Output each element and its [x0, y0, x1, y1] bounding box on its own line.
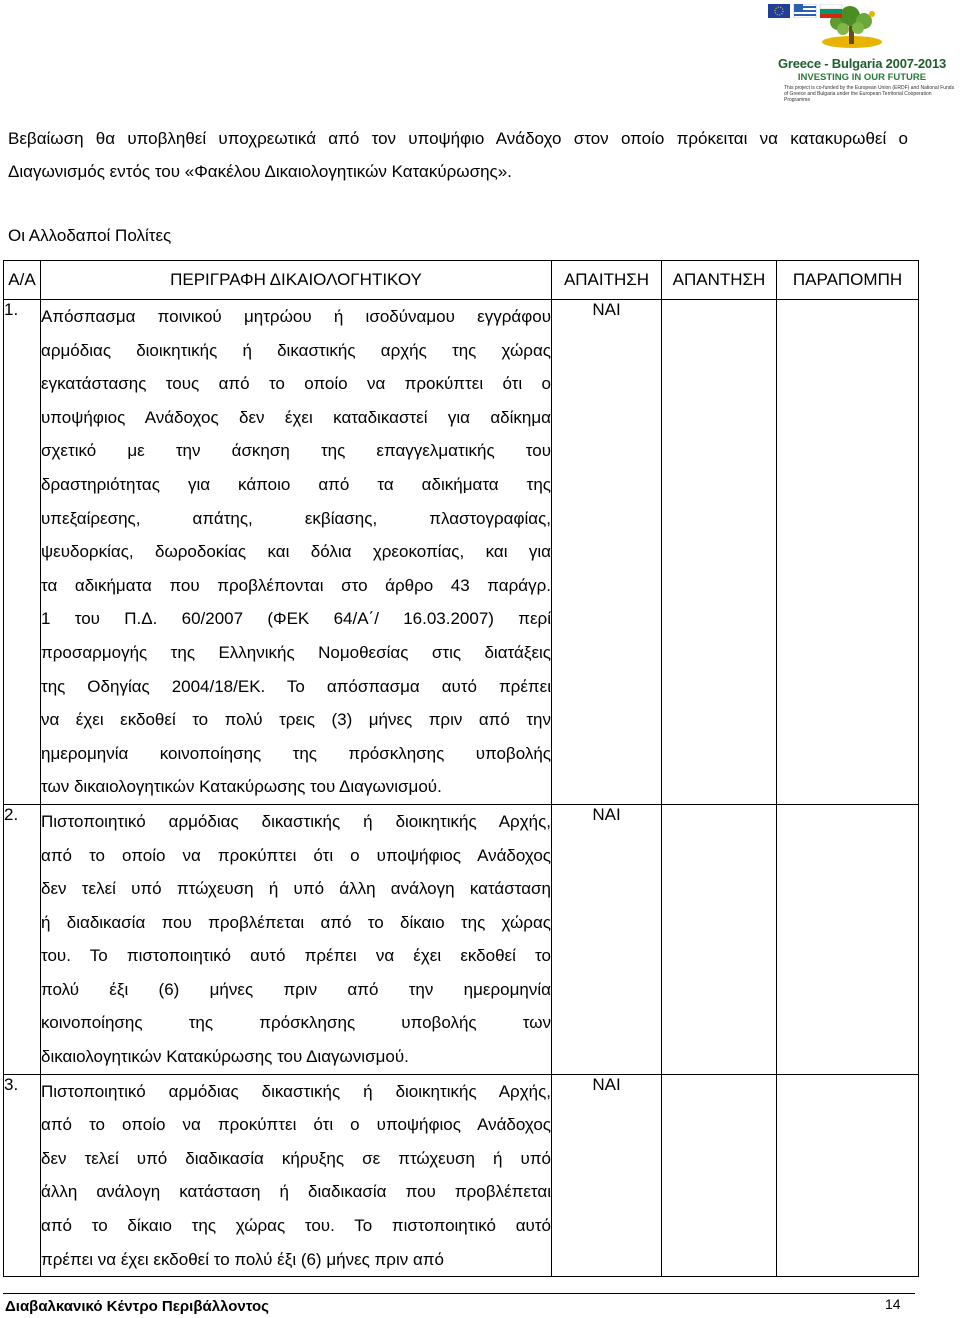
description-line: από το δίκαιο της χώρας του. Το πιστοποιητικό αυτό: [41, 1216, 551, 1236]
logo-funding-note: This project is co-funded by the European Union (ERDF) and National Funds of Greece and Bulgaria under the European Territorial Cooperation Programme: [784, 85, 955, 103]
description-line: σχετικό με την άσκηση της επαγγελματικής του: [41, 441, 551, 461]
row-answer: [662, 804, 777, 1074]
table-header-row: [4, 261, 919, 300]
row-description: [41, 300, 552, 805]
description-line: Πιστοποιητικό αρμόδιας δικαστικής ή διοικητικής Αρχής,: [41, 1081, 551, 1101]
row-number: 1.: [4, 300, 41, 805]
description-line: από το οποίο να προκύπτει ότι ο υποψήφιος Ανάδοχος: [41, 845, 551, 865]
footer-organization: Διαβαλκανικό Κέντρο Περιβάλλοντος: [5, 1298, 269, 1315]
row-reference: [777, 300, 919, 805]
description-line: υποψήφιος Ανάδοχος δεν έχει καταδικαστεί για αδίκημα: [41, 407, 551, 427]
description-line: τα αδικήματα που προβλέπονται στο άρθρο 43 παράγρ.: [41, 575, 551, 595]
description-line: δεν τελεί υπό πτώχευση ή υπό άλλη ανάλογη κατάσταση: [41, 879, 551, 899]
description-line: ή διαδικασία που προβλέπεται από το δίκαιο της χώρας: [41, 912, 551, 932]
description-line: δικαιολογητικών Κατακύρωσης του Διαγωνισμού.: [41, 1047, 409, 1067]
row-description: [41, 804, 552, 1074]
row-number: 3.: [4, 1074, 41, 1277]
logo-tagline: INVESTING IN OUR FUTURE: [797, 72, 927, 83]
description-line: προσαρμογής της Ελληνικής Νομοθεσίας στις διατάξεις: [41, 642, 551, 662]
description-line: της Οδηγίας 2004/18/ΕΚ. Το απόσπασμα αυτό πρέπει: [41, 676, 551, 696]
row-description: [41, 1074, 552, 1277]
description-line: αρμόδιας διοικητικής ή δικαστικής αρχής της χώρας: [41, 340, 551, 360]
description-line: δραστηριότητας για κάποιο από τα αδικήματα της: [41, 474, 551, 494]
row-requirement: ΝΑΙ: [552, 300, 662, 805]
intro-paragraph: Βεβαίωση θα υποβληθεί υποχρεωτικά από τον υποψήφιο Ανάδοχο στον οποίο πρόκειται να κατακυρωθεί ο Διαγωνισμός εντός του «Φακέλου Δικαιολογητικών Κατακύρωσης».: [8, 129, 908, 181]
description-line: του. Το πιστοποιητικό αυτό πρέπει να έχει εκδοθεί το: [41, 946, 551, 966]
description-line: Απόσπασμα ποινικού μητρώου ή ισοδύναμου εγγράφου: [41, 307, 551, 326]
row-answer: [662, 1074, 777, 1277]
description-line: δεν τελεί υπό διαδικασία κήρυξης σε πτώχευση ή υπό: [41, 1148, 551, 1168]
row-answer: [662, 300, 777, 805]
row-requirement: ΝΑΙ: [552, 1074, 662, 1277]
table-row: [4, 1074, 919, 1277]
row-number: 2.: [4, 804, 41, 1074]
page-number: 14: [885, 1296, 901, 1312]
description-line: κοινοποίησης της πρόσκλησης υποβολής των: [41, 1013, 551, 1033]
description-line: να έχει εκδοθεί το πολύ τρεις (3) μήνες πριν από την: [41, 710, 551, 730]
description-line: πολύ έξι (6) μήνες πριν από την ημερομηνία: [41, 979, 551, 999]
description-line: πρέπει να έχει εκδοθεί το πολύ έξι (6) μήνες πριν από: [41, 1249, 444, 1269]
description-line: ψευδορκίας, δωροδοκίας και δόλια χρεοκοπίας, και για: [41, 542, 551, 562]
description-line: των δικαιολογητικών Κατακύρωσης του Διαγωνισμού.: [41, 777, 442, 797]
row-requirement: ΝΑΙ: [552, 804, 662, 1074]
description-line: ημερομηνία κοινοποίησης της πρόσκλησης υποβολής: [41, 743, 551, 763]
header-requirement: ΑΠΑΙΤΗΣΗ: [552, 261, 662, 300]
description-line: 1 του Π.Δ. 60/2007 (ΦΕΚ 64/Α΄/ 16.03.2007) περί: [41, 609, 551, 629]
requirements-table: [3, 260, 919, 1277]
header-num: Α/Α: [4, 261, 41, 300]
table-row: [4, 300, 919, 805]
header-description: ΠΕΡΙΓΡΑΦΗ ΔΙΚΑΙΟΛΟΓΗΤΙΚΟΥ: [41, 261, 552, 300]
row-reference: [777, 804, 919, 1074]
description-line: υπεξαίρεσης, απάτης, εκβίασης, πλαστογραφίας,: [41, 508, 551, 528]
description-line: άλλη ανάλογη κατάσταση ή διαδικασία που προβλέπεται: [41, 1182, 551, 1202]
section-title: Οι Αλλοδαποί Πολίτες: [8, 226, 172, 245]
description-line: Πιστοποιητικό αρμόδιας δικαστικής ή διοικητικής Αρχής,: [41, 811, 551, 831]
flags-icon: [768, 4, 848, 18]
programme-logo: [768, 4, 956, 116]
table-row: [4, 804, 919, 1074]
header-reference: ΠΑΡΑΠΟΜΠΗ: [777, 261, 919, 300]
footer-rule: [3, 1293, 915, 1294]
logo-title: Greece - Bulgaria 2007-2013: [777, 56, 947, 71]
description-line: εγκατάστασης τους από το οποίο να προκύπτει ότι ο: [41, 374, 551, 394]
description-line: από το οποίο να προκύπτει ότι ο υποψήφιος Ανάδοχος: [41, 1115, 551, 1135]
header-answer: ΑΠΑΝΤΗΣΗ: [662, 261, 777, 300]
row-reference: [777, 1074, 919, 1277]
